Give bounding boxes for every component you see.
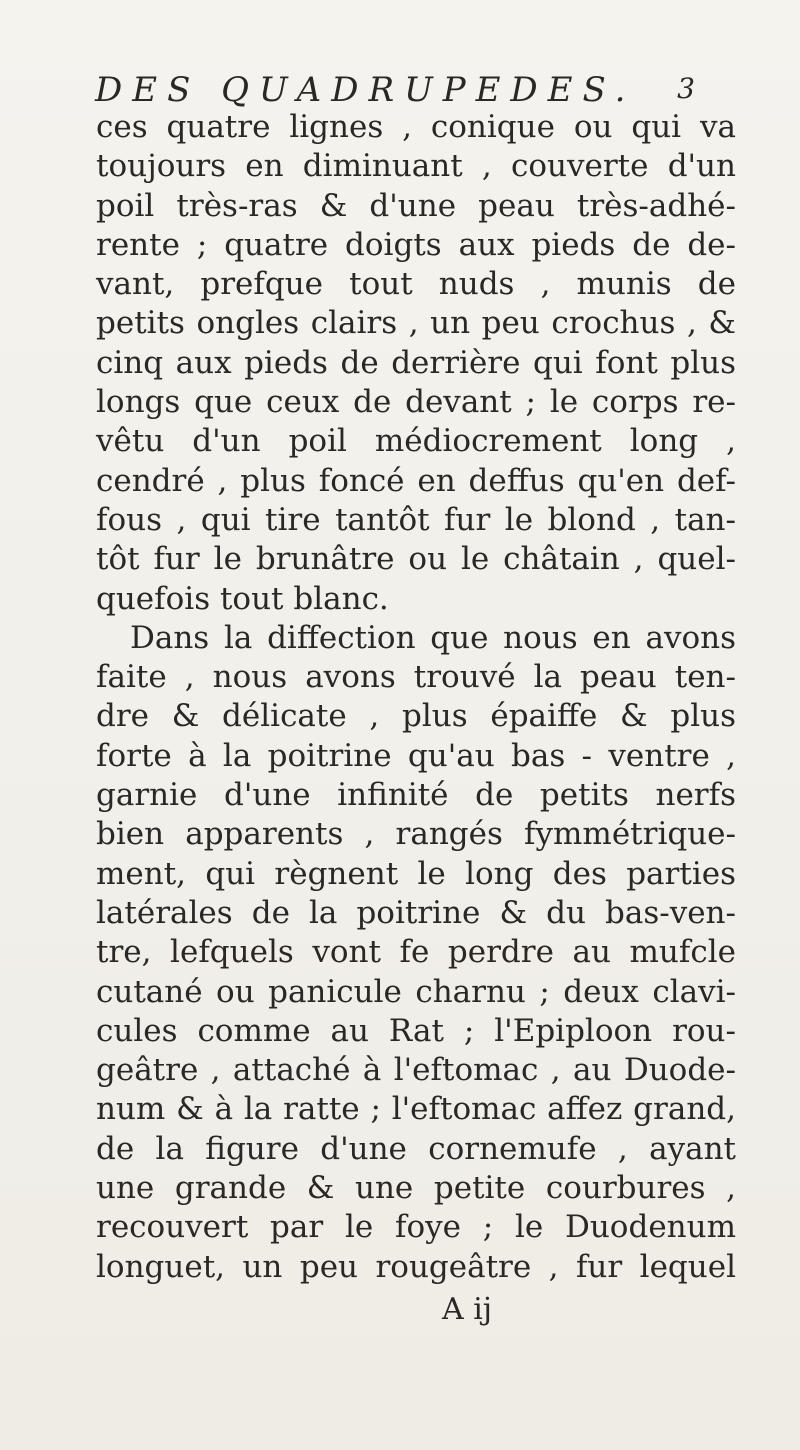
text-line: recouvert par le foye ; le Duodenum <box>96 1209 736 1246</box>
text-line: poil très-ras & d'une peau très-adhé- <box>96 187 736 224</box>
text-line: fous , qui tire tantôt fur le blond , tan- <box>96 501 736 538</box>
text-line: rente ; quatre doigts aux pieds de de- <box>96 226 736 263</box>
text-line: de la figure d'une cornemufe , ayant <box>96 1130 736 1167</box>
text-line: longs que ceux de devant ; le corps re- <box>96 384 736 421</box>
signature-mark: A ij <box>442 1292 493 1327</box>
running-title: DES QUADRUPEDES. <box>95 70 636 110</box>
text-line: geâtre , attaché à l'eftomac , au Duode- <box>96 1052 736 1089</box>
text-line: vant, prefque tout nuds , munis de <box>96 266 736 303</box>
text-line: longuet, un peu rougeâtre , fur lequel <box>96 1248 736 1285</box>
page-number: 3 <box>677 72 695 105</box>
text-line: faite , nous avons trouvé la peau ten- <box>96 659 736 696</box>
text-line: Dans la diffection que nous en avons <box>130 619 736 656</box>
text-line: une grande & une petite courbures , <box>96 1170 736 1207</box>
text-line: toujours en diminuant , couverte d'un <box>96 148 736 185</box>
text-line: latérales de la poitrine & du bas-ven- <box>96 894 736 931</box>
text-line: cules comme au Rat ; l'Epiploon rou- <box>96 1012 736 1049</box>
text-line: ces quatre lignes , conique ou qui va <box>96 109 736 145</box>
text-line: quefois tout blanc. <box>96 580 389 617</box>
text-line: cendré , plus foncé en deffus qu'en def- <box>96 462 736 499</box>
text-line: bien apparents , rangés fymmétrique- <box>96 816 736 853</box>
text-line: dre & délicate , plus épaiffe & plus <box>96 698 736 735</box>
text-line: petits ongles clairs , un peu crochus , & <box>96 305 736 342</box>
text-line: tre, lefquels vont fe perdre au mufcle <box>96 934 736 971</box>
text-line: garnie d'une infinité de petits nerfs <box>96 777 736 814</box>
text-line: tôt fur le brunâtre ou le châtain , quel- <box>96 541 736 578</box>
body-text <box>96 108 736 1287</box>
text-line: vêtu d'un poil médiocrement long , <box>96 423 736 460</box>
running-header <box>95 70 695 110</box>
text-line: cinq aux pieds de derrière qui font plus <box>96 344 736 381</box>
text-line: num & à la ratte ; l'eftomac affez grand, <box>96 1091 736 1128</box>
text-line: ment, qui règnent le long des parties <box>96 855 736 892</box>
text-line: cutané ou panicule charnu ; deux clavi- <box>96 973 736 1010</box>
text-line: forte à la poitrine qu'au bas - ventre , <box>96 737 736 774</box>
